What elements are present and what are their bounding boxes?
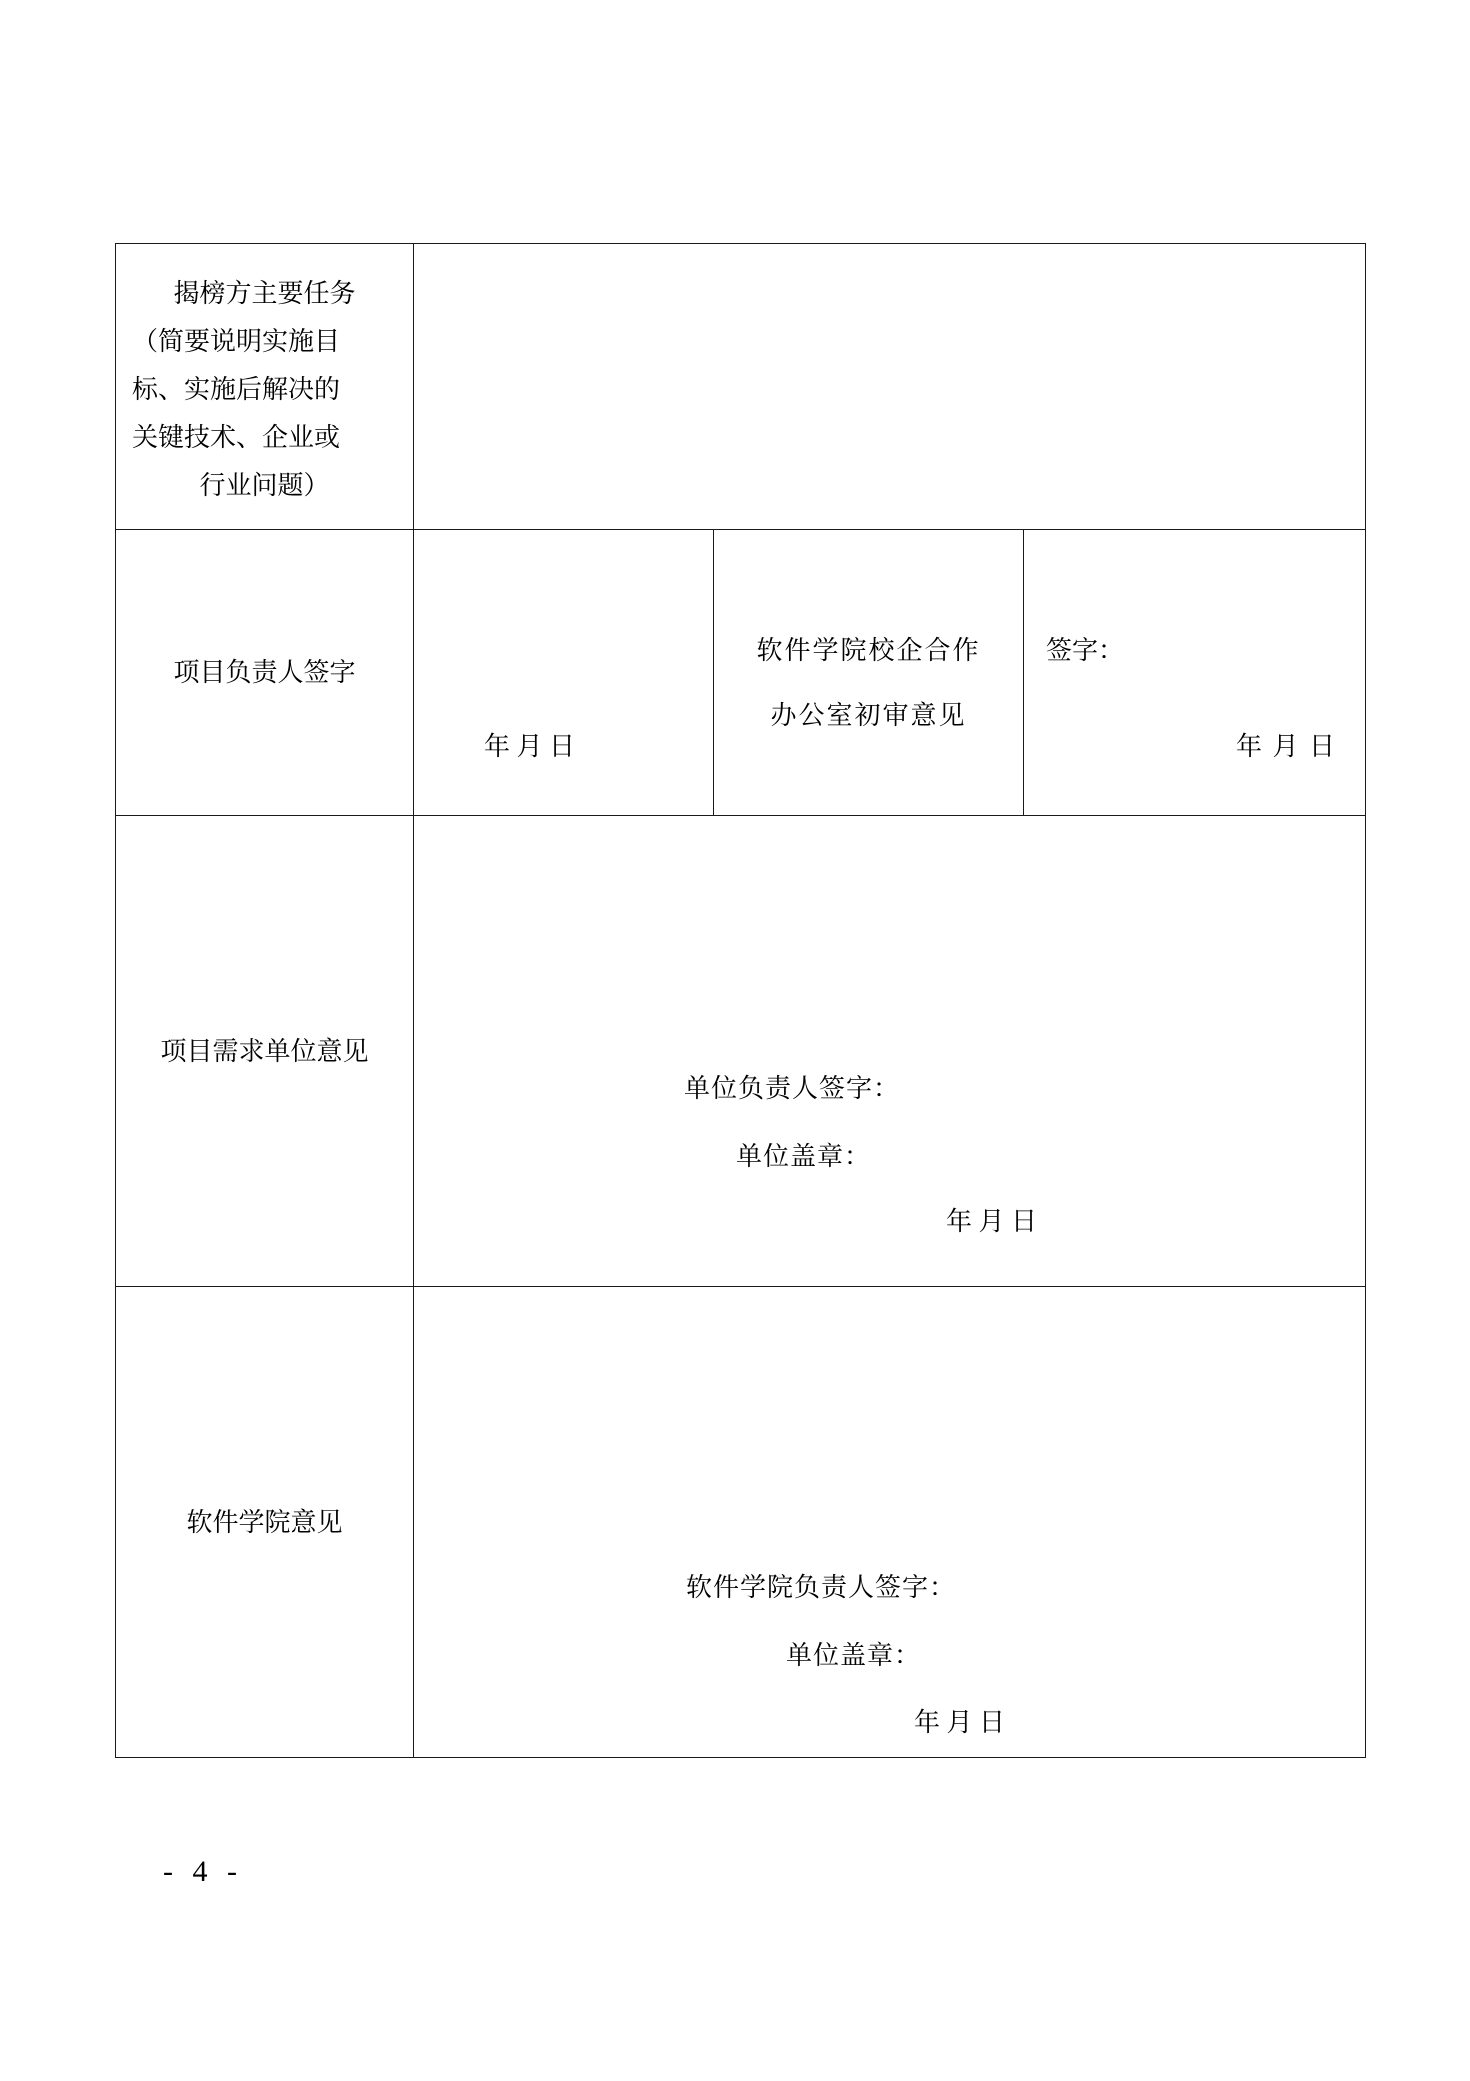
task-label-line-5: 行业问题） xyxy=(199,471,330,500)
demand-unit-seal-label: 单位盖章： xyxy=(736,1142,872,1171)
table-row-demand-unit xyxy=(116,816,1366,1287)
table-row-task xyxy=(116,244,1366,530)
approval-form-table xyxy=(115,243,1366,1758)
table-row-college xyxy=(116,1287,1366,1758)
office-review-label-line-2: 办公室初审意见 xyxy=(770,701,967,730)
college-date-line: 年 月 日 xyxy=(914,1708,1006,1737)
college-label-cell xyxy=(116,1287,414,1758)
office-review-date-text: 年 月 日 xyxy=(1236,732,1338,761)
table-row-signature xyxy=(116,530,1366,816)
task-value-cell[interactable] xyxy=(414,244,1366,530)
office-review-sign-label: 签字： xyxy=(1046,636,1125,665)
demand-unit-date-line: 年 月 日 xyxy=(946,1207,1038,1236)
office-review-date-line xyxy=(1236,726,1337,763)
office-review-label-cell xyxy=(714,530,1024,816)
college-opinion-field[interactable] xyxy=(414,1287,1366,1758)
office-review-label-line-1: 软件学院校企合作 xyxy=(756,636,981,665)
page-number: - 4 - xyxy=(163,1855,243,1888)
college-seal-label: 单位盖章： xyxy=(786,1641,922,1670)
project-leader-date-text: 年 月 日 xyxy=(484,732,576,761)
task-label-line-4: 关键技术、企业或 xyxy=(132,423,341,452)
demand-unit-label-cell xyxy=(116,816,414,1287)
demand-unit-opinion-field[interactable] xyxy=(414,816,1366,1287)
demand-unit-sign-label: 单位负责人签字： xyxy=(684,1074,901,1103)
project-leader-signature-label: 项目负责人签字 xyxy=(173,658,356,687)
office-review-signature-field[interactable] xyxy=(1024,530,1366,816)
project-leader-signature-label-cell xyxy=(116,530,414,816)
demand-unit-label: 项目需求单位意见 xyxy=(160,1037,369,1066)
project-leader-date-line xyxy=(484,726,575,763)
college-sign-label: 软件学院负责人签字： xyxy=(686,1573,957,1602)
task-label-line-2: （简要说明实施目 xyxy=(132,327,341,356)
task-label-cell xyxy=(116,244,414,530)
project-leader-signature-field[interactable] xyxy=(414,530,714,816)
task-label-line-1: 揭榜方主要任务 xyxy=(173,279,356,308)
college-label: 软件学院意见 xyxy=(186,1508,343,1537)
task-label-line-3: 标、实施后解决的 xyxy=(132,375,341,404)
